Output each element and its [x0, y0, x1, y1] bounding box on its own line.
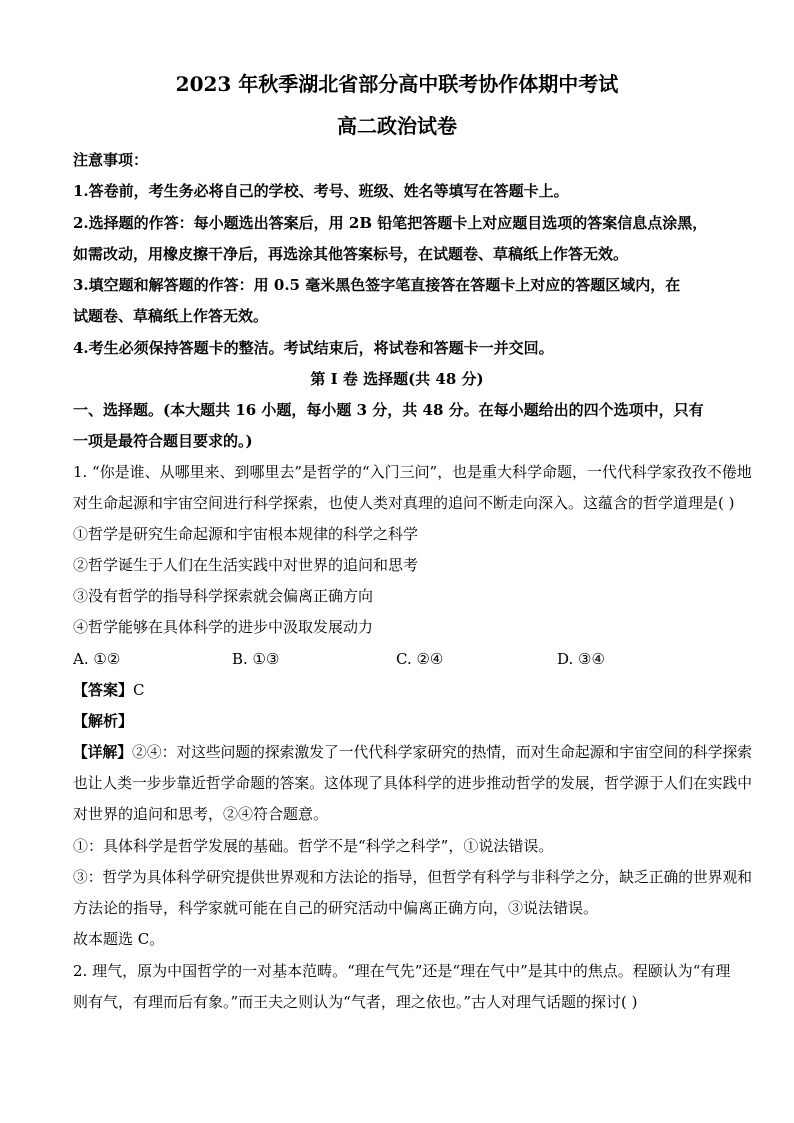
notice-line: 试题卷、草稿纸上作答无效。 [73, 307, 269, 325]
section-title: 第 I 卷 选择题(共 48 分) [310, 370, 484, 388]
q1-answer [73, 680, 145, 700]
analysis-tag: 【解析】 [73, 712, 134, 730]
q1-statement: ①哲学是研究生命起源和宇宙根本规律的科学之科学 [73, 525, 419, 543]
q2-stem: 2. 理气，原为中国哲学的一对基本范畴。“理在气先”还是“理在气中”是其中的焦点。程颐认为“有理 [73, 962, 731, 980]
q1-option-c: C. ②④ [396, 650, 444, 668]
answer-value: C [133, 681, 145, 699]
q1-detail-line: 方法论的指导，科学家就可能在自己的研究活动中偏离正确方向，③说法错误。 [73, 899, 599, 917]
q1-detail-line: ①：具体科学是哲学发展的基础。哲学不是“科学之科学”，①说法错误。 [73, 837, 554, 855]
q1-detail-line: 对世界的追问和思考，②④符合题意。 [73, 805, 329, 823]
exam-title: 2023 年秋季湖北省部分高中联考协作体期中考试 [175, 72, 619, 96]
q1-detail-line: ③：哲学为具体科学研究提供世界观和方法论的指导，但哲学有科学与非科学之分，缺乏正确的世界观和 [73, 868, 753, 886]
section-instruction: 一、选择题。(本大题共 16 小题，每小题 3 分，共 48 分。在每小题给出的四个选项中，只有 [73, 401, 704, 419]
notice-line: 2.选择题的作答：每小题选出答案后，用 2B 铅笔把答题卡上对应题目选项的答案信息点涂黑， [73, 214, 708, 232]
exam-subtitle: 高二政治试卷 [337, 114, 457, 138]
q1-detail-line: 也让人类一步步靠近哲学命题的答案。这体现了具体科学的进步推动哲学的发展，哲学源于人们在实践中 [73, 774, 753, 792]
notice-line: 4.考生必须保持答题卡的整洁。考试结束后，将试卷和答题卡一并交回。 [73, 339, 554, 357]
detail-tag: 【详解】 [73, 743, 133, 761]
q1-statement: ③没有哲学的指导科学探索就会偏离正确方向 [73, 587, 374, 605]
q1-statement: ②哲学诞生于人们在生活实践中对世界的追问和思考 [73, 556, 419, 574]
q1-stem: 1. “你是谁、从哪里来、到哪里去”是哲学的“入门三问”，也是重大科学命题，一代代科学家孜孜不倦地 [73, 463, 752, 481]
detail-text: ②④：对这些问题的探索激发了一代代科学家研究的热情，而对生命起源和宇宙空间的科学探索 [132, 743, 753, 761]
notice-line: 如需改动，用橡皮擦干净后，再选涂其他答案标号，在试题卷、草稿纸上作答无效。 [73, 245, 629, 263]
q1-detail [73, 742, 752, 762]
q1-statement: ④哲学能够在具体科学的进步中汲取发展动力 [73, 618, 374, 636]
q1-option-b: B. ①③ [232, 650, 280, 668]
notice-line: 1.答卷前，考生务必将自己的学校、考号、班级、姓名等填写在答题卡上。 [73, 182, 569, 200]
q2-stem: 则有气，有理而后有象。”而王夫之则认为“气者，理之依也。”古人对理气话题的探讨( ) [73, 993, 638, 1011]
section-instruction: 一项是最符合题目要求的。) [73, 432, 253, 450]
q1-option-d: D. ③④ [557, 650, 605, 668]
q1-detail-line: 故本题选 C。 [73, 930, 165, 948]
answer-tag: 【答案】 [73, 681, 134, 699]
notice-heading: 注意事项： [73, 151, 149, 169]
q1-stem: 对生命起源和宇宙空间进行科学探索，也使人类对真理的追问不断走向深入。这蕴含的哲学道理是( ) [73, 494, 735, 512]
q1-option-a: A. ①② [73, 650, 121, 668]
notice-line: 3.填空题和解答题的作答：用 0.5 毫米黑色签字笔直接答在答题卡上对应的答题区域内，在 [73, 276, 681, 294]
